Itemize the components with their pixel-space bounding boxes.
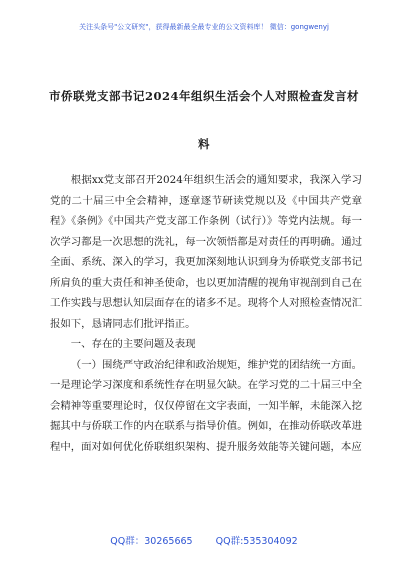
paragraph-intro: 根据xx党支部召开2024年组织生活会的通知要求，我深入学习党的二十届三中全会精神，逐章逐节研读党规以及《中国共产党章程》《条例》《中国共产党支部工作条例（试行）》等党内法规。每一次学习都是一次思想的洗礼，每一次领悟都是对责任的再明确。通过全面、系统、深入的学习，我更加深刻地认识到身为侨联党支部书记所肩负的重大责任和神圣使命，也以更加清醒的视角审视剖到自己在工作实践与思想认知层面存在的诸多不足。现将个人对照检查情况汇报如下，恳请同志们批评指正。 [50, 174, 362, 330]
qq-group-2: QQ群:535304092 [215, 536, 298, 547]
section-heading: 一、存在的主要问题及表现 [70, 338, 196, 350]
promo-banner: 关注头条号"公文研究"，获得最新最全最专业的公文资料库！ 微信：gongwenyj [79, 23, 329, 31]
paragraph-point-one: （一）围绕严守政治纪律和政治规矩，维护党的团结统一方面。一是理论学习深度和系统性存在明显欠缺。在学习党的二十届三中全会精神等重要理论时，仅仅停留在文字表面，一知半解，未能深入挖掘其中与侨联工作的内在联系与指导价值。例如，在推动侨联改革进程中，面对如何优化侨联组织架构、提升服务效能等关键问题，本应 [50, 358, 362, 453]
footer-contacts [0, 533, 408, 547]
document-body [50, 170, 362, 457]
document-title: 市侨联党支部书记2024年组织生活会个人对照检查发言材料 [48, 89, 359, 151]
qq-group-1: QQ群：30265665 [110, 536, 193, 547]
